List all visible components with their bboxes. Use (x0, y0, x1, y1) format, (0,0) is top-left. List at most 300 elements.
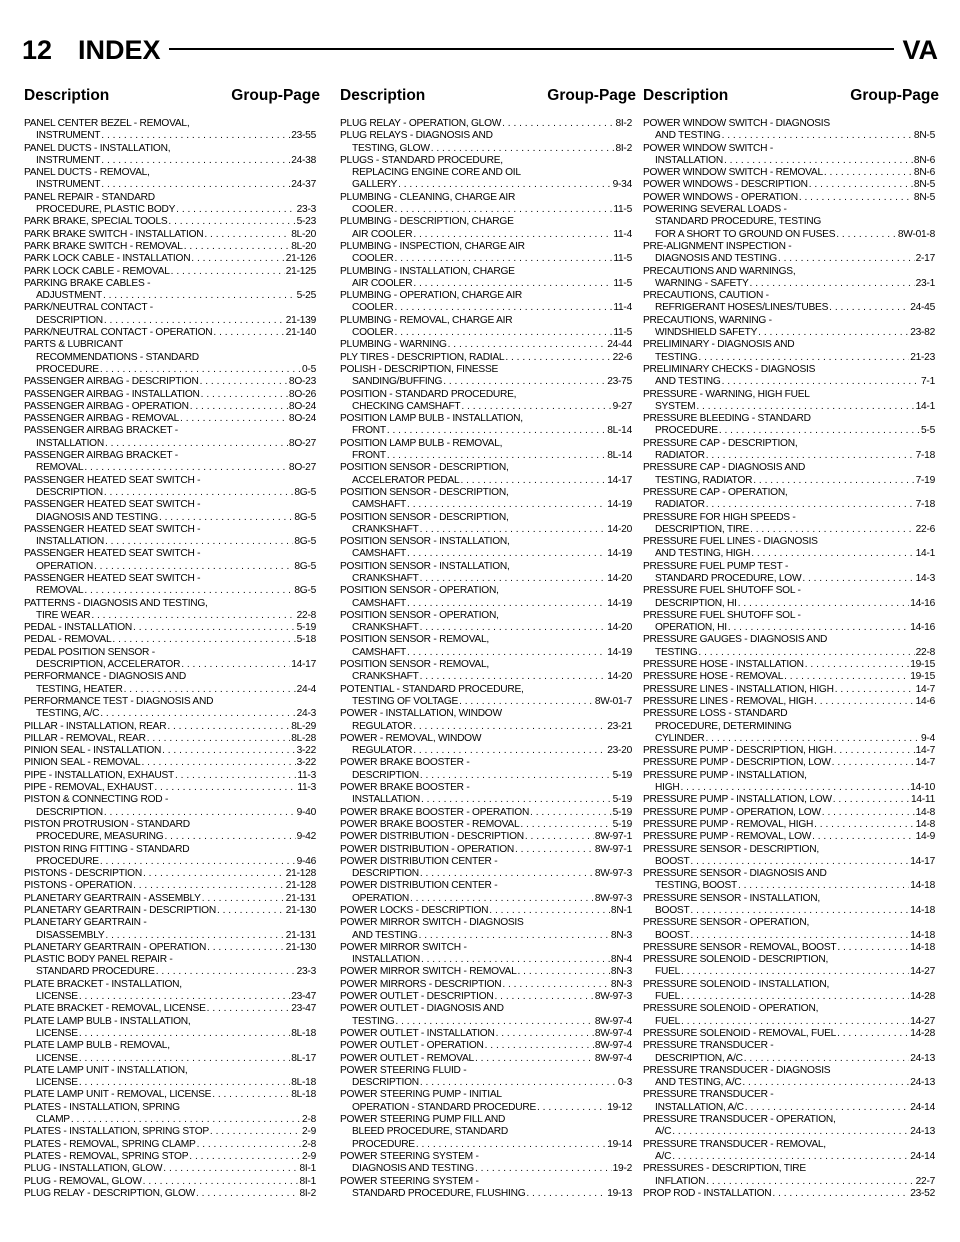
index-entry-page: 8L-18 (291, 1089, 316, 1101)
index-entry-line (24, 401, 316, 413)
index-entry-page: 8I-2 (615, 142, 632, 154)
index-entry-line (340, 1102, 632, 1114)
index-entry-line (643, 1065, 935, 1077)
index-entry-line (643, 229, 935, 241)
dot-leader (496, 1028, 594, 1040)
index-entry-text: COOLER (352, 253, 394, 265)
index-entry (340, 241, 632, 266)
index-entry (643, 364, 935, 389)
index-entry-text: OPERATION - STANDARD PROCEDURE (352, 1101, 537, 1113)
index-entry (24, 696, 316, 721)
index-entry (643, 868, 935, 893)
index-entry-text: FUEL (655, 1015, 681, 1027)
index-entry-text: PIPE - REMOVAL, EXHAUST (24, 782, 154, 794)
index-entry-page: 19-15 (910, 659, 935, 671)
dot-leader (772, 1188, 909, 1200)
dot-leader (530, 807, 612, 819)
index-entry-line (340, 155, 632, 167)
index-entry-text: PARK/NEUTRAL CONTACT - OPERATION (24, 327, 213, 339)
index-entry (643, 389, 935, 414)
dot-leader (395, 253, 613, 265)
index-entry-text: POWER BRAKE BOOSTER - OPERATION (340, 806, 530, 818)
index-entry-text: FUEL (655, 966, 681, 978)
index-entry (340, 856, 632, 881)
index-entry-page: 5-5 (921, 425, 935, 437)
column-headers (22, 86, 938, 108)
index-entry-page: 14-19 (607, 548, 632, 560)
index-entry-text: PROCEDURE (36, 855, 99, 867)
index-entry (24, 1151, 316, 1163)
index-entry (643, 1188, 935, 1200)
index-entry-text: POWER OUTLET - DESCRIPTION (340, 991, 494, 1003)
index-entry-text: PRESSURE SOLENOID - INSTALLATION, (643, 978, 830, 990)
index-entry-line (340, 1053, 632, 1065)
dot-leader (690, 905, 909, 917)
index-entry-line (24, 659, 316, 671)
index-entry-text: PLUMBING - WARNING (340, 339, 447, 351)
index-entry-line (340, 475, 632, 487)
dot-leader (706, 499, 915, 511)
index-entry-page: 8L-17 (291, 1052, 316, 1064)
index-entry-line (643, 573, 935, 585)
index-entry-line (643, 610, 935, 622)
index-entry-text: POSITION SENSOR - DESCRIPTION, (340, 486, 509, 498)
index-entry-line (24, 868, 316, 880)
dot-leader (200, 376, 288, 388)
index-entry-text: PROCEDURE (655, 425, 718, 437)
index-entry-text: PRESSURE CAP - DIAGNOSIS AND (643, 462, 806, 474)
index-entry-line (643, 401, 935, 413)
index-entry-line (643, 770, 935, 782)
index-entry-text: REGULATOR (352, 745, 413, 757)
index-entry-text: DESCRIPTION, ACCELERATOR (36, 659, 181, 671)
dot-leader (162, 745, 296, 757)
index-entry (24, 241, 316, 253)
column-header-group-page: Group-Page (850, 87, 939, 104)
index-entry-text: CAMSHAFT (352, 646, 407, 658)
index-entry (643, 610, 935, 635)
dot-leader (104, 487, 293, 499)
index-entry-line (24, 216, 316, 228)
index-entry-line (643, 1188, 935, 1200)
index-entry-text: PASSENGER HEATED SEAT SWITCH - (24, 523, 201, 535)
index-entry-text: COOLER (352, 327, 394, 339)
dot-leader (719, 425, 920, 437)
index-entry-line (340, 167, 632, 179)
index-entry-line (643, 954, 935, 966)
page-number: 12 (22, 35, 53, 65)
dot-leader (168, 216, 295, 228)
index-entry-text: PISTON RING FITTING - STANDARD (24, 843, 190, 855)
index-entry (643, 1065, 935, 1090)
index-entry-page: 23-3 (296, 966, 316, 978)
index-entry-text: POWER OUTLET - INSTALLATION (340, 1027, 495, 1039)
index-entry (24, 327, 316, 339)
index-entry (643, 561, 935, 586)
index-entry-line (24, 438, 316, 450)
index-entry (643, 893, 935, 918)
index-entry-page: 14-7 (915, 757, 935, 769)
index-entry-line (643, 622, 935, 634)
index-entry-line (24, 1163, 316, 1175)
index-entry-text: POWER WINDOW SWITCH - (643, 142, 773, 154)
index-entry-line (340, 1040, 632, 1052)
dot-leader (104, 315, 285, 327)
index-entry-page: 8W-97-3 (594, 868, 632, 880)
index-entry-page: 2-17 (915, 253, 935, 265)
index-entry-line (24, 143, 316, 155)
index-entry-page: 14-18 (910, 941, 935, 953)
index-entry (340, 1151, 632, 1176)
dot-leader (184, 241, 290, 253)
index-entry-page: 8N-6 (913, 167, 935, 179)
index-entry-page: 8I-2 (615, 118, 632, 129)
index-entry-page: 8N-1 (610, 905, 632, 916)
index-entry-line (24, 880, 316, 892)
index-entry-page: 14-17 (910, 855, 935, 867)
index-entry (340, 991, 632, 1003)
index-entry-line (340, 1126, 632, 1138)
index-entry-line (340, 868, 632, 880)
index-entry-line (340, 1139, 632, 1151)
index-entry-text: PLUMBING - INSPECTION, CHARGE AIR (340, 240, 525, 252)
index-entry-text: AND TESTING (352, 929, 418, 941)
index-entry-line (24, 462, 316, 474)
index-entry-line (643, 389, 935, 401)
index-entry-line (340, 573, 632, 585)
dot-leader (742, 1077, 909, 1089)
index-entry-page: 11-5 (613, 277, 632, 289)
index-entry-line (24, 302, 316, 314)
index-entry-line (643, 684, 935, 696)
index-entry-text: PANEL CENTER BEZEL - REMOVAL, (24, 118, 190, 129)
index-entry (643, 844, 935, 869)
index-entry-text: PRESSURE FUEL PUMP TEST - (643, 560, 789, 572)
index-entry (24, 229, 316, 241)
index-entry-text: PASSENGER AIRBAG - REMOVAL (24, 413, 180, 425)
index-entry-text: CAMSHAFT (352, 548, 407, 560)
index-entry-page: 3-22 (296, 757, 316, 769)
index-entry-page: 8N-4 (610, 954, 632, 966)
index-entry-line (340, 204, 632, 216)
column-header-description: Description (340, 87, 426, 104)
dot-leader (100, 856, 296, 868)
index-entry (24, 979, 316, 1004)
dot-leader (758, 327, 909, 339)
index-entry (24, 278, 316, 303)
dot-leader (681, 991, 909, 1003)
index-entry-text: PRESSURE SENSOR - REMOVAL, BOOST (643, 941, 837, 953)
index-entry-line (24, 339, 316, 351)
index-entry (643, 659, 935, 671)
index-entry-text: TESTING (352, 1015, 395, 1027)
index-entry-page: 8W-97-4 (594, 1052, 632, 1064)
index-entry (24, 1040, 316, 1065)
index-entry-text: TESTING, A/C (36, 708, 100, 720)
index-entry (24, 647, 316, 672)
index-entry-line (643, 733, 935, 745)
index-entry-page: 14-8 (915, 818, 935, 830)
index-entry-text: PLANETARY GEARTRAIN - ASSEMBLY (24, 892, 201, 904)
index-entry-text: A/C (655, 1150, 672, 1162)
index-entry-line (643, 782, 935, 794)
index-entry (340, 831, 632, 843)
index-entry-text: POSITION SENSOR - DESCRIPTION, (340, 462, 509, 474)
dot-leader (722, 376, 920, 388)
index-entry-line (24, 1053, 316, 1065)
index-entry-line (643, 352, 935, 364)
index-entry-text: COOLER (352, 204, 394, 216)
index-entry-text: POWER WINDOWS - DESCRIPTION (643, 179, 808, 191)
dot-leader (443, 376, 606, 388)
index-entry (340, 130, 632, 155)
dot-leader (407, 598, 606, 610)
index-entry-text: INSTALLATION (36, 536, 104, 548)
index-entry-page: 23-75 (607, 376, 632, 388)
index-entry-text: STANDARD PROCEDURE, FLUSHING (352, 1187, 526, 1199)
index-entry (24, 721, 316, 733)
index-entry-page: 11-4 (613, 302, 632, 314)
index-entry-text: POTENTIAL - STANDARD PROCEDURE, (340, 683, 524, 695)
index-entry-page: 5-18 (296, 634, 316, 646)
index-entry (340, 1176, 632, 1201)
dot-leader (407, 499, 606, 511)
index-entry-text: POWER STEERING FLUID - (340, 1064, 467, 1076)
index-entry-text: POWER MIRROR SWITCH - (340, 941, 467, 953)
index-entry-line (643, 966, 935, 978)
index-entry-text: PASSENGER HEATED SEAT SWITCH - (24, 499, 201, 511)
dot-leader (163, 1163, 298, 1175)
index-entry-line (24, 278, 316, 290)
index-entry (340, 610, 632, 635)
dot-leader (475, 1053, 594, 1065)
index-entry (24, 192, 316, 217)
index-entry-page: 24-14 (910, 1101, 935, 1113)
index-entry-line (340, 130, 632, 142)
index-entry-text: PROCEDURE (36, 363, 99, 375)
index-entry-page: 8N-5 (913, 191, 935, 203)
index-entry-line (340, 179, 632, 191)
index-entry-text: POWER STEERING SYSTEM - (340, 1175, 479, 1187)
index-entry-text: POWER OUTLET - OPERATION (340, 1040, 484, 1052)
index-entry-line (643, 856, 935, 868)
index-entry-line (643, 450, 935, 462)
index-entry-line (643, 512, 935, 524)
index-entry (24, 598, 316, 623)
dot-leader (420, 770, 612, 782)
index-entry-page: 24-37 (291, 179, 316, 191)
index-entry-line (643, 868, 935, 880)
index-entry-line (24, 745, 316, 757)
index-entry (24, 413, 316, 425)
index-entry-text: POSITION LAMP BULB - REMOVAL, (340, 437, 503, 449)
index-entry-page: 14-27 (910, 966, 935, 978)
index-entry-text: CRANKSHAFT (352, 572, 419, 584)
index-entry-page: 14-17 (291, 659, 316, 671)
index-entry (340, 438, 632, 463)
index-entry-text: PLATE LAMP BULB - REMOVAL, (24, 1040, 170, 1052)
index-entry (340, 561, 632, 586)
index-entry-line (643, 745, 935, 757)
index-entry-line (24, 979, 316, 991)
index-entry-text: PROCEDURE, DETERMINING (655, 720, 792, 732)
index-entry-text: POWER OUTLET - DIAGNOSIS AND (340, 1003, 504, 1015)
index-entry-text: LICENSE (36, 991, 78, 1003)
dot-leader (690, 856, 909, 868)
index-entry-page: 14-18 (910, 929, 935, 941)
index-entry-line (643, 167, 935, 179)
index-entry-text: PISTON & CONNECTING ROD - (24, 794, 169, 806)
index-entry-page: 24-13 (910, 1052, 935, 1064)
dot-leader (680, 782, 909, 794)
index-entry-text: STANDARD PROCEDURE (36, 966, 155, 978)
dot-leader (706, 733, 921, 745)
dot-leader (526, 1188, 606, 1200)
index-entry (24, 266, 316, 278)
index-entry-line (340, 598, 632, 610)
dot-leader (799, 192, 913, 204)
index-entry-text: INSTALLATION (655, 154, 723, 166)
index-entry-text: LICENSE (36, 1027, 78, 1039)
index-entry-line (24, 954, 316, 966)
index-entry-line (643, 253, 935, 265)
index-entry-text: POWER - INSTALLATION, WINDOW (340, 708, 502, 720)
index-entry-page: 9-27 (612, 400, 632, 412)
index-entry-line (643, 413, 935, 425)
index-entry-text: PLUMBING - OPERATION, CHARGE AIR (340, 290, 523, 302)
index-entry-line (24, 671, 316, 683)
dot-leader (105, 930, 284, 942)
dot-leader (832, 757, 915, 769)
index-entry-line (340, 438, 632, 450)
index-entry-line (340, 893, 632, 905)
dot-leader (101, 130, 290, 142)
index-entry-text: WINDSHIELD SAFETY (655, 327, 758, 339)
index-entry-text: PASSENGER AIRBAG BRACKET - (24, 425, 178, 437)
index-entry-line (643, 315, 935, 327)
index-entry-line (24, 647, 316, 659)
index-entry-line (340, 548, 632, 560)
index-entry-page: 8L-18 (291, 1027, 316, 1039)
index-entry-text: PARK BRAKE, SPECIAL TOOLS (24, 216, 168, 228)
index-entry-text: PASSENGER AIRBAG BRACKET - (24, 450, 178, 462)
index-entry-line (24, 1102, 316, 1114)
index-entry-text: BOOST (655, 855, 690, 867)
index-entry (643, 167, 935, 179)
index-entry-text: PRESSURE TRANSDUCER - (643, 1089, 774, 1101)
index-entry-line (643, 425, 935, 437)
index-entry-text: PLATE LAMP BULB - INSTALLATION, (24, 1015, 191, 1027)
index-entry-text: PRESSURE SENSOR - OPERATION, (643, 917, 810, 929)
index-entry-line (24, 622, 316, 634)
index-entry-line (340, 536, 632, 548)
index-entry-text: PRESSURE SENSOR - DIAGNOSIS AND (643, 868, 827, 880)
index-entry-page: 21-131 (285, 892, 316, 904)
dot-leader (459, 696, 594, 708)
index-entry-page: 8W-97-3 (594, 991, 632, 1003)
index-entry-line (643, 475, 935, 487)
index-entry-page: 24-38 (291, 154, 316, 166)
index-entry (643, 315, 935, 340)
index-entry-text: POWER WINDOWS - OPERATION (643, 191, 798, 203)
index-entry-page: 8L-14 (607, 450, 632, 462)
index-entry-page: 11-5 (613, 204, 632, 216)
index-entry-line (643, 708, 935, 720)
index-entry-text: OPERATION (352, 892, 409, 904)
index-entry-line (24, 573, 316, 585)
index-entry-line (643, 376, 935, 388)
index-entry-page: 8W-97-4 (594, 1040, 632, 1052)
index-entry (340, 659, 632, 684)
dot-leader (175, 770, 296, 782)
index-entry-line (340, 659, 632, 671)
index-entry-text: FRONT (352, 425, 386, 437)
dot-leader (387, 450, 606, 462)
index-entry-text: TESTING OF VOLTAGE (352, 695, 459, 707)
index-entry-line (340, 413, 632, 425)
index-entry-line (24, 179, 316, 191)
index-entry-page: 8L-20 (291, 240, 316, 252)
index-entry-line (643, 930, 935, 942)
dot-leader (154, 782, 296, 794)
dot-leader (495, 991, 594, 1003)
index-entry-line (643, 499, 935, 511)
index-entry (643, 954, 935, 979)
dot-leader (395, 1016, 593, 1028)
index-entry (24, 905, 316, 917)
index-entry (24, 954, 316, 979)
index-entry-text: PRESSURE FUEL SHUTOFF SOL - (643, 585, 801, 597)
index-entry-text: PRESSURE CAP - OPERATION, (643, 486, 788, 498)
index-entry-line (643, 1077, 935, 1089)
index-entry (643, 1003, 935, 1028)
index-entry-page: 21-131 (285, 929, 316, 941)
index-columns (22, 118, 938, 1218)
index-entry-text: PRECAUTIONS, WARNING - (643, 314, 772, 326)
dot-leader (112, 634, 295, 646)
index-entry-line (24, 1028, 316, 1040)
index-entry (340, 905, 632, 917)
index-entry-page: 8L-20 (291, 228, 316, 240)
index-entry (643, 462, 935, 487)
index-entry-text: PASSENGER HEATED SEAT SWITCH - (24, 572, 201, 584)
dot-leader (398, 179, 612, 191)
index-entry-line (340, 585, 632, 597)
index-entry (24, 794, 316, 819)
index-entry-page: 14-6 (915, 695, 935, 707)
index-entry-text: PLANETARY GEARTRAIN - DESCRIPTION (24, 905, 216, 916)
index-entry-text: PRESSURE FUEL LINES - DIAGNOSIS (643, 536, 818, 548)
index-entry-page: 19-12 (607, 1101, 632, 1113)
index-entry-line (24, 1016, 316, 1028)
index-entry-text: DIAGNOSIS AND TESTING (655, 253, 777, 265)
index-entry-page: 8G-5 (294, 486, 316, 498)
index-entry-line (340, 696, 632, 708)
index-entry (340, 155, 632, 192)
index-entry-page: 2-9 (302, 1150, 316, 1162)
dot-leader (79, 1028, 290, 1040)
index-entry-line (643, 536, 935, 548)
index-entry-text: DESCRIPTION (352, 1077, 419, 1089)
index-entry-text: TESTING, HEATER (36, 683, 123, 695)
dot-leader (420, 622, 607, 634)
dot-leader (176, 204, 295, 216)
index-entry (24, 1089, 316, 1101)
index-entry-line (643, 1151, 935, 1163)
index-entry-text: PISTONS - OPERATION (24, 880, 133, 892)
index-entry-text: RECOMMENDATIONS - STANDARD (36, 351, 199, 363)
dot-leader (207, 1003, 291, 1015)
